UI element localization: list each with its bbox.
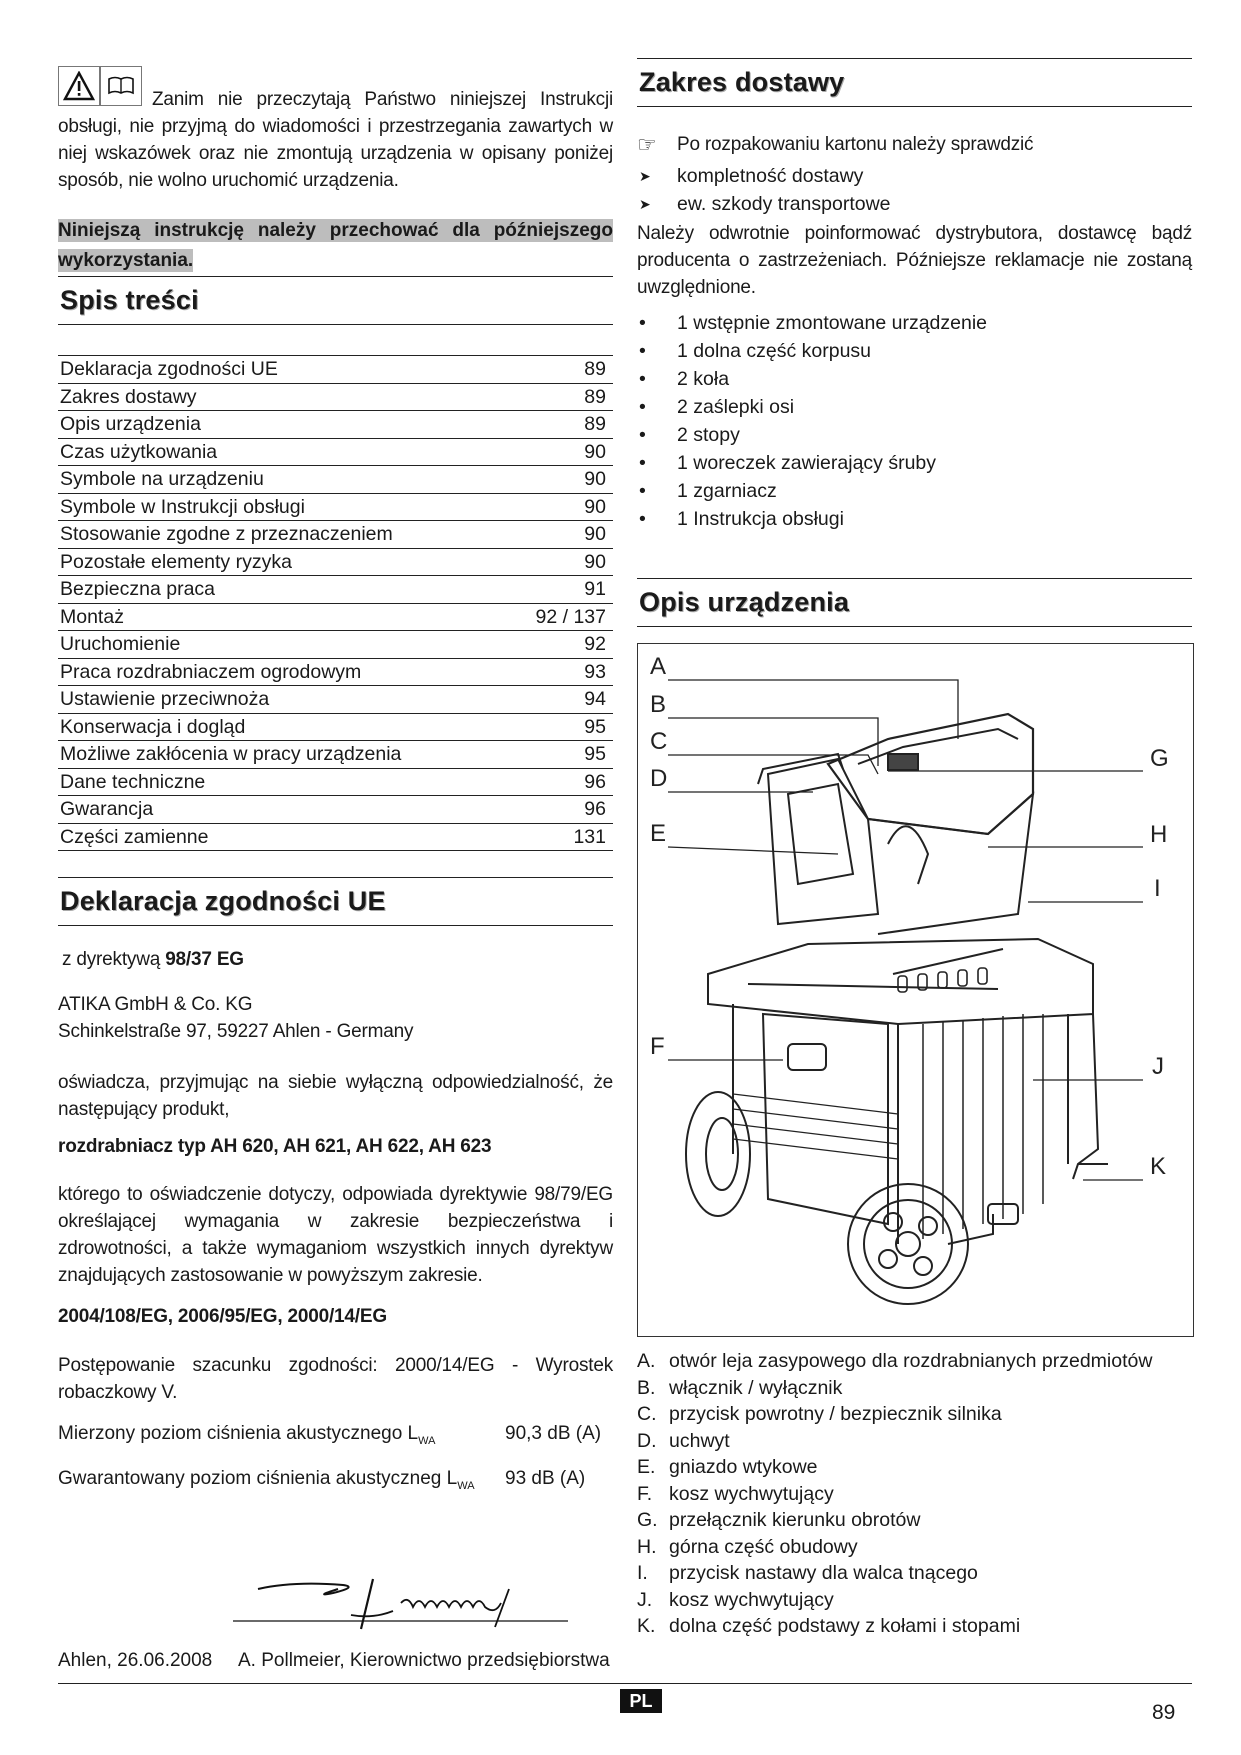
legend-key: I. — [637, 1562, 648, 1584]
figure-label-d: D — [650, 765, 668, 792]
toc-page: 96 — [584, 770, 606, 793]
toc-row — [58, 466, 613, 494]
figure-label-f: F — [650, 1033, 665, 1060]
legend-item — [637, 1534, 1197, 1561]
guaranteed-value: 93 dB (A) — [505, 1467, 586, 1489]
figure-label-i: I — [1154, 875, 1161, 902]
signature-line — [58, 1647, 621, 1674]
procedure-text: Postępowanie szacunku zgodności: 2000/14/EG - Wyrostek robaczkowy V. — [58, 1355, 613, 1403]
toc-row — [58, 741, 613, 769]
check-intro: ☞ Po rozpakowaniu kartonu należy sprawdzić — [637, 132, 1034, 157]
dot-bullet-icon: • — [639, 424, 646, 446]
directive-prefix: z dyrektywą — [62, 949, 166, 970]
figure-label-k: K — [1150, 1153, 1167, 1180]
legend-text: włącznik / wyłącznik — [669, 1376, 843, 1399]
company-name: ATIKA GmbH & Co. KG — [58, 994, 253, 1015]
toc-label: Bezpieczna praca — [60, 578, 216, 600]
legend-key: K. — [637, 1615, 656, 1637]
toc-label: Deklaracja zgodności UE — [60, 358, 278, 380]
product-name: rozdrabniacz typ AH 620, AH 621, AH 622, AH 623 — [58, 1136, 492, 1157]
intro-text: Zanim nie przeczytają Państwo niniejszej Instrukcji obsługi, nie przyjmą do wiadomości i przestrzegania zawartych w niej wskazówek oraz nie zmontują urządzenia w opisany poniżej sposób, nie wolno uruchomić urządzenia. — [58, 89, 613, 191]
legend-key: D. — [637, 1429, 657, 1452]
delivery-item: • 1 dolna część korpusu — [637, 337, 1192, 365]
legend-key: F. — [637, 1482, 653, 1505]
toc-page: 90 — [584, 495, 606, 518]
toc-list — [58, 355, 613, 851]
right-column — [637, 58, 1192, 617]
toc-section — [58, 276, 613, 851]
notice — [58, 216, 613, 276]
legend-text: przełącznik kierunku obrotów — [669, 1509, 921, 1531]
toc-row — [58, 769, 613, 797]
page-number: 89 — [1152, 1701, 1176, 1724]
toc-label: Ustawienie przeciwnoża — [60, 688, 270, 710]
toc-page: 89 — [584, 413, 606, 435]
legend-text: uchwyt — [669, 1429, 730, 1452]
delivery-note: Należy odwrotnie poinformować dystrybutora, dostawcę bądź producenta o zastrzeżeniach. Późniejsze reklamacje nie zostaną uwzględnione. — [637, 223, 1192, 298]
toc-label: Uruchomienie — [60, 633, 181, 655]
place-date: Ahlen, 26.06.2008 — [58, 1650, 213, 1671]
legend-item — [637, 1587, 1197, 1614]
toc-heading: Spis treści — [58, 276, 613, 325]
legend-item — [637, 1481, 1197, 1508]
toc-page: 90 — [584, 468, 606, 490]
guaranteed-level — [58, 1465, 613, 1500]
legend-item — [637, 1613, 1197, 1640]
delivery-item: • 1 wstępnie zmontowane urządzenie — [637, 309, 1192, 337]
toc-row — [58, 796, 613, 824]
toc-page: 90 — [584, 523, 606, 545]
toc-label: Symbole w Instrukcji obsługi — [60, 495, 305, 518]
toc-row — [58, 494, 613, 522]
delivery-item: • 1 zgarniacz — [637, 477, 1192, 505]
legend-key: E. — [637, 1456, 656, 1478]
warning-icons — [58, 66, 142, 106]
dot-bullet-icon: • — [639, 452, 646, 474]
footer-rule — [58, 1683, 1192, 1684]
figure-label-j: J — [1152, 1053, 1164, 1080]
legend-text: otwór leja zasypowego dla rozdrabnianych przedmiotów — [669, 1350, 1153, 1372]
figure-label-e: E — [650, 820, 667, 847]
check-list — [637, 162, 1192, 218]
directive-list: 2004/108/EG, 2006/95/EG, 2000/14/EG — [58, 1306, 387, 1327]
toc-row — [58, 356, 613, 384]
toc-row — [58, 714, 613, 742]
legend-key: J. — [637, 1588, 653, 1611]
delivery-item: • 1 woreczek zawierający śruby — [637, 449, 1192, 477]
legend-text: kosz wychwytujący — [669, 1588, 834, 1611]
measured-label: Mierzony poziom ciśnienia akustycznego $L_{WA}$ — [58, 1423, 436, 1447]
toc-row — [58, 659, 613, 687]
toc-page: 96 — [584, 798, 606, 820]
delivery-heading: Zakres dostawy — [637, 58, 1192, 107]
measured-level — [58, 1420, 613, 1455]
legend-text: górna część obudowy — [669, 1535, 858, 1558]
toc-row — [58, 549, 613, 577]
legend-text: kosz wychwytujący — [669, 1482, 834, 1505]
dot-bullet-icon: • — [639, 508, 646, 530]
legend-text: dolna część podstawy z kołami i stopami — [669, 1615, 1021, 1637]
chipper-drawing — [668, 680, 1143, 1304]
toc-label: Gwarancja — [60, 798, 154, 820]
legend-key: H. — [637, 1535, 657, 1558]
check-item: ➤ kompletność dostawy — [637, 162, 1192, 190]
toc-label: Konserwacja i dogląd — [60, 715, 246, 738]
legend-item — [637, 1454, 1197, 1481]
toc-label: Pozostałe elementy ryzyka — [60, 550, 292, 573]
legend-item — [637, 1375, 1197, 1402]
legend-item — [637, 1560, 1197, 1587]
toc-page: 92 / 137 — [535, 605, 606, 628]
dot-bullet-icon: • — [639, 368, 646, 390]
toc-row — [58, 576, 613, 604]
legend-item — [637, 1428, 1197, 1455]
legend-text: przycisk powrotny / bezpiecznik silnika — [669, 1403, 1002, 1425]
toc-page: 90 — [584, 440, 606, 463]
guaranteed-label: Gwarantowany poziom ciśnienia akustyczneg $L_{WA}$ — [58, 1467, 475, 1492]
check-item: ➤ ew. szkody transportowe — [637, 190, 1192, 218]
toc-label: Dane techniczne — [60, 770, 206, 793]
dot-bullet-icon: • — [639, 340, 646, 362]
toc-label: Symbole na urządzeniu — [60, 468, 264, 490]
figure-label-b: B — [650, 691, 667, 718]
declaration-heading: Deklaracja zgodności UE — [58, 877, 613, 926]
toc-page: 89 — [584, 385, 606, 408]
toc-row — [58, 631, 613, 659]
device-figure — [637, 643, 1194, 1337]
statement: oświadcza, przyjmując na siebie wyłączną odpowiedzialność, że następujący produkt, — [58, 1072, 613, 1120]
figure-label-c: C — [650, 728, 668, 755]
language-badge: PL — [620, 1689, 662, 1713]
toc-page: 94 — [584, 688, 606, 710]
delivery-item: • 2 zaślepki osi — [637, 393, 1192, 421]
delivery-item: • 1 Instrukcja obsługi — [637, 505, 1192, 533]
signature-image — [233, 1567, 573, 1642]
left-wheel — [686, 1092, 750, 1216]
delivery-items — [637, 309, 1192, 533]
measured-value: 90,3 dB (A) — [505, 1423, 602, 1444]
figure-legend — [637, 1348, 1197, 1640]
toc-label: Możliwe zakłócenia w pracy urządzenia — [60, 743, 402, 765]
toc-label: Stosowanie zgodne z przeznaczeniem — [60, 523, 393, 545]
notice-text: Niniejszą instrukcję należy przechować dla późniejszego wykorzystania. — [58, 220, 613, 271]
dot-bullet-icon: • — [639, 480, 646, 502]
legend-key: B. — [637, 1376, 656, 1399]
legend-text: przycisk nastawy dla walca tnącego — [669, 1562, 978, 1584]
toc-page: 91 — [584, 578, 606, 600]
signatory: A. Pollmeier, Kierownictwo przedsiębiorstwa — [238, 1650, 610, 1671]
dot-bullet-icon: • — [639, 396, 646, 418]
declaration-section — [58, 877, 613, 1671]
toc-page: 131 — [573, 825, 606, 848]
toc-row — [58, 604, 613, 632]
description-heading: Opis urządzenia — [637, 578, 1192, 627]
toc-page: 95 — [584, 715, 606, 738]
toc-label: Opis urządzenia — [60, 413, 201, 435]
pointing-hand-icon: ☞ — [637, 132, 657, 157]
legend-key: G. — [637, 1509, 658, 1531]
toc-page: 95 — [584, 743, 606, 765]
toc-label: Części zamienne — [60, 825, 209, 848]
delivery-item: • 2 stopy — [637, 421, 1192, 449]
legend-item — [637, 1507, 1197, 1534]
toc-label: Praca rozdrabniaczem ogrodowym — [60, 660, 362, 683]
legend-item — [637, 1401, 1197, 1428]
directive-code: 98/37 EG — [165, 949, 244, 970]
toc-page: 92 — [584, 633, 606, 655]
toc-row — [58, 384, 613, 412]
left-column — [58, 62, 613, 1671]
book-icon — [100, 66, 142, 106]
toc-page: 93 — [584, 660, 606, 683]
arrow-bullet-icon: ➤ — [639, 168, 651, 184]
figure-label-g: G — [1150, 745, 1169, 772]
toc-page: 90 — [584, 550, 606, 573]
legend-text: gniazdo wtykowe — [669, 1456, 818, 1478]
dot-bullet-icon: • — [639, 312, 646, 334]
toc-label: Czas użytkowania — [60, 440, 218, 463]
toc-row — [58, 439, 613, 467]
directive-line — [58, 946, 613, 973]
toc-label: Montaż — [60, 605, 124, 628]
legend-key: A. — [637, 1350, 656, 1372]
figure-label-a: A — [650, 653, 667, 680]
toc-row — [58, 521, 613, 549]
toc-row — [58, 411, 613, 439]
toc-row — [58, 686, 613, 714]
toc-row — [58, 824, 613, 852]
toc-label: Zakres dostawy — [60, 385, 197, 408]
delivery-item: • 2 koła — [637, 365, 1192, 393]
warning-triangle-icon — [58, 66, 100, 106]
toc-page: 89 — [584, 358, 606, 380]
legend-item — [637, 1348, 1197, 1375]
arrow-bullet-icon: ➤ — [639, 196, 651, 212]
company-address: Schinkelstraße 97, 59227 Ahlen - Germany — [58, 1021, 414, 1042]
intro-block — [58, 62, 613, 194]
compliance-text: którego to oświadczenie dotyczy, odpowiada dyrektywie 98/79/EG określającej wymagania w zakresie bezpieczeństwa i zdrowotności, a także wymaganiom wszystkich innych dyrektyw znajdujących zastosowanie w powyższym zakresie. — [58, 1184, 613, 1286]
legend-key: C. — [637, 1403, 657, 1425]
description-section — [637, 578, 1192, 627]
figure-label-h: H — [1150, 821, 1168, 848]
